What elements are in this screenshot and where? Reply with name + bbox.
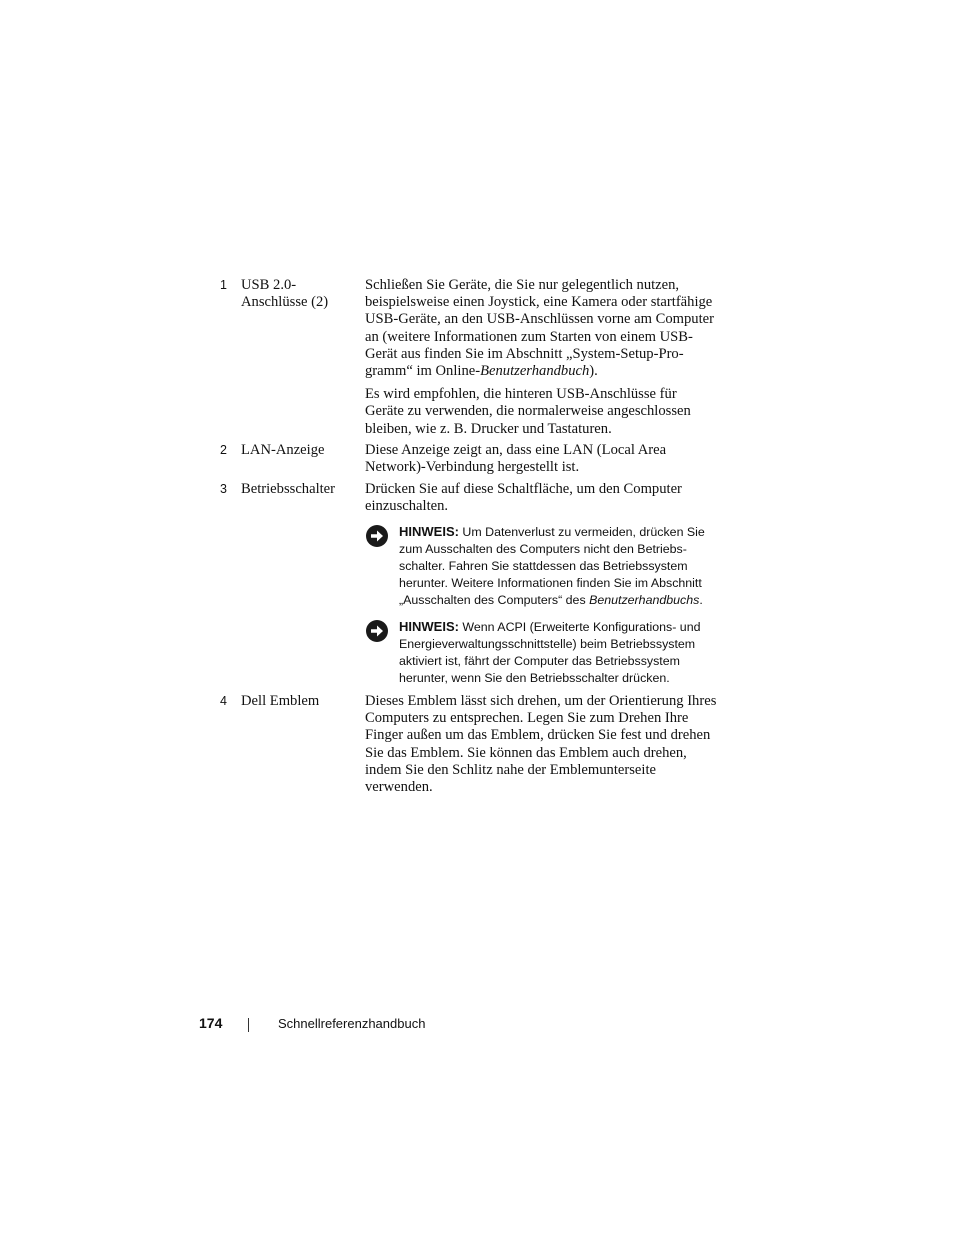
description-paragraph: Schließen Sie Geräte, die Sie nur gelegentlich nutzen, beispielsweise einen Joystick, eine Kamera oder startfähige USB-Geräte, an den USB-Anschlüssen vorne am Computer an (weitere Informationen zum Starten von einem USB-Gerät aus finden Sie im Abschnitt „System-Setup-Pro-gramm“ im Online-Benutzerhandbuch). — [365, 277, 714, 380]
row-description: Dieses Emblem lässt sich drehen, um der Orientierung Ihres Computers zu entsprechen. Legen Sie zum Drehen Ihre Finger außen um das Emblem, drücken Sie fest und drehen Sie das Emblem. Sie können das Emblem auch drehen, indem Sie den Schlitz nahe der Emblemunterseite verwenden. — [365, 693, 717, 796]
page-number: 174 — [199, 1015, 223, 1031]
row-description: Drücken Sie auf diese Schaltfläche, um den Computer einzuschalten. — [365, 481, 682, 515]
notice-arrow-icon — [365, 619, 389, 643]
notice-box — [365, 523, 717, 609]
footer-separator — [248, 1018, 249, 1032]
row-number: 3 — [220, 482, 227, 496]
description-paragraph: Es wird empfohlen, die hinteren USB-Anschlüsse für Geräte zu verwenden, die normalerweise angeschlossen bleiben, wie z. B. Drucker und Tastaturen. — [365, 386, 691, 437]
row-number: 2 — [220, 443, 227, 457]
notice-box — [365, 618, 717, 687]
notice-text: HINWEIS: Um Datenverlust zu vermeiden, drücken Sie zum Ausschalten des Computers nicht den Betriebs-schalter. Fahren Sie stattdessen das Betriebssystem herunter. Weitere Informationen finden Sie im Abschnitt „Ausschalten des Computers“ des Benutzerhandbuchs. — [399, 524, 705, 607]
row-description: Diese Anzeige zeigt an, dass eine LAN (Local Area Network)-Verbindung hergestellt ist. — [365, 442, 667, 476]
notice-text: HINWEIS: Wenn ACPI (Erweiterte Konfigurations- und Energieverwaltungsschnittstelle) beim Betriebssystem aktiviert ist, fährt der Computer das Betriebssystem herunter, wenn Sie den Betriebsschalter drücken. — [399, 619, 701, 685]
row-label: LAN-Anzeige — [241, 442, 325, 458]
row-description — [365, 277, 717, 444]
row-label: USB 2.0-Anschlüsse (2) — [241, 277, 329, 311]
row-label: Dell Emblem — [241, 693, 320, 709]
footer-title: Schnellreferenzhandbuch — [278, 1016, 426, 1031]
row-number: 1 — [220, 278, 227, 292]
notice-arrow-icon — [365, 524, 389, 548]
row-label: Betriebsschalter — [241, 481, 336, 497]
row-number: 4 — [220, 694, 227, 708]
